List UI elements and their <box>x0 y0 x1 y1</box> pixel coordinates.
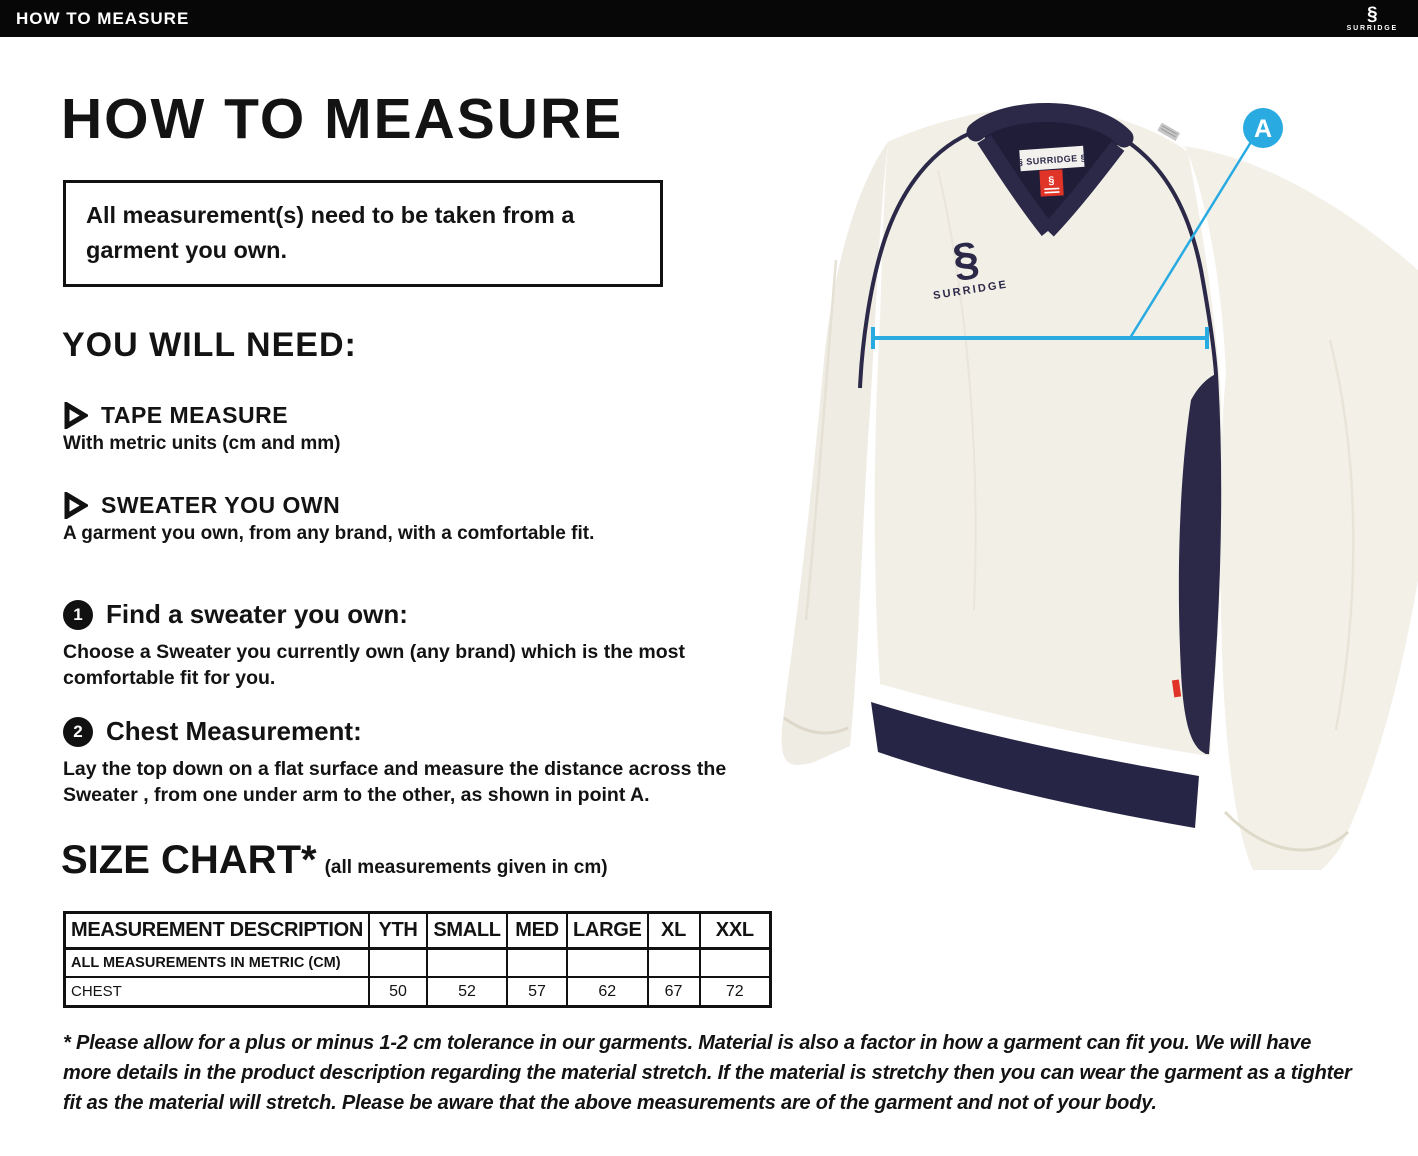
table-header-row <box>65 913 771 949</box>
table-cell: 57 <box>507 977 567 1007</box>
step-description: Choose a Sweater you currently own (any brand) which is the most comfortable fit for you. <box>63 641 685 690</box>
table-cell: 67 <box>648 977 700 1007</box>
table-cell: 52 <box>427 977 507 1007</box>
top-bar <box>0 0 1418 37</box>
chest-logo-icon: § <box>948 230 983 287</box>
table-cell <box>507 949 567 978</box>
need-item-description: With metric units (cm and mm) <box>63 433 341 454</box>
svg-text:§: § <box>1048 174 1055 188</box>
need-item-description: A garment you own, from any brand, with a comfortable fit. <box>63 523 595 544</box>
sweater-photo <box>770 40 1418 870</box>
triangle-bullet-icon <box>63 402 88 429</box>
need-item-tape-measure <box>63 402 340 455</box>
table-cell <box>700 949 771 978</box>
table-cell <box>369 949 427 978</box>
chest-logo-text: SURRIDGE <box>932 278 1009 303</box>
surridge-logo-icon: § <box>1367 4 1378 25</box>
left-sleeve <box>782 142 888 765</box>
column-header: SMALL <box>427 913 507 949</box>
column-header: XL <box>648 913 700 949</box>
column-header: MED <box>507 913 567 949</box>
triangle-bullet-icon <box>63 492 88 519</box>
table-cell <box>567 949 648 978</box>
step-number-badge: 1 <box>63 600 93 630</box>
point-a-label: A <box>1253 115 1273 143</box>
tolerance-footnote: * Please allow for a plus or minus 1-2 cm tolerance in our garments. Material is also a factor in how a garment can fit you. We will have more details in the product description regarding the material stretch. If the material is stretchy then you can wear the garment as a tighter fit as the material will stretch. Please be aware that the above measurements are of the garment and not of your body. <box>63 1032 1352 1114</box>
column-header: XXL <box>700 913 771 949</box>
step-find-sweater <box>63 599 763 692</box>
surridge-logo-text: SURRIDGE <box>1346 25 1398 32</box>
column-header: LARGE <box>567 913 648 949</box>
table-row <box>65 977 771 1007</box>
step-number-badge: 2 <box>63 717 93 747</box>
table-cell: 50 <box>369 977 427 1007</box>
top-bar-title: HOW TO MEASURE <box>16 8 190 28</box>
size-chart-subtitle: (all measurements given in cm) <box>324 857 608 878</box>
need-item-label: SWEATER YOU OWN <box>101 492 341 518</box>
table-cell: 62 <box>567 977 648 1007</box>
size-chart-title: SIZE CHART* <box>61 838 317 882</box>
table-row <box>65 949 771 978</box>
size-chart-table <box>63 911 772 1008</box>
table-cell: 72 <box>700 977 771 1007</box>
step-title: Find a sweater you own: <box>106 599 408 629</box>
red-neck-tag <box>1039 169 1063 196</box>
notice-box: All measurement(s) need to be taken from a garment you own. <box>63 180 663 287</box>
size-chart-heading <box>61 838 608 883</box>
step-title: Chest Measurement: <box>106 716 362 746</box>
neck-label-text: § SURRIDGE § <box>1017 152 1087 168</box>
table-cell <box>648 949 700 978</box>
table-cell <box>427 949 507 978</box>
page-title: HOW TO MEASURE <box>61 87 624 151</box>
column-header: YTH <box>369 913 427 949</box>
need-item-sweater <box>63 492 594 545</box>
surridge-logo <box>1347 5 1398 32</box>
column-header: MEASUREMENT DESCRIPTION <box>65 913 370 949</box>
you-will-need-heading: YOU WILL NEED: <box>62 326 357 364</box>
row-label: CHEST <box>65 977 370 1007</box>
row-label: ALL MEASUREMENTS IN METRIC (CM) <box>65 949 370 978</box>
step-chest-measurement <box>63 716 763 809</box>
step-description: Lay the top down on a flat surface and measure the distance across the Sweater , from one under arm to the other, as shown in point A. <box>63 758 727 807</box>
need-item-label: TAPE MEASURE <box>101 402 289 428</box>
